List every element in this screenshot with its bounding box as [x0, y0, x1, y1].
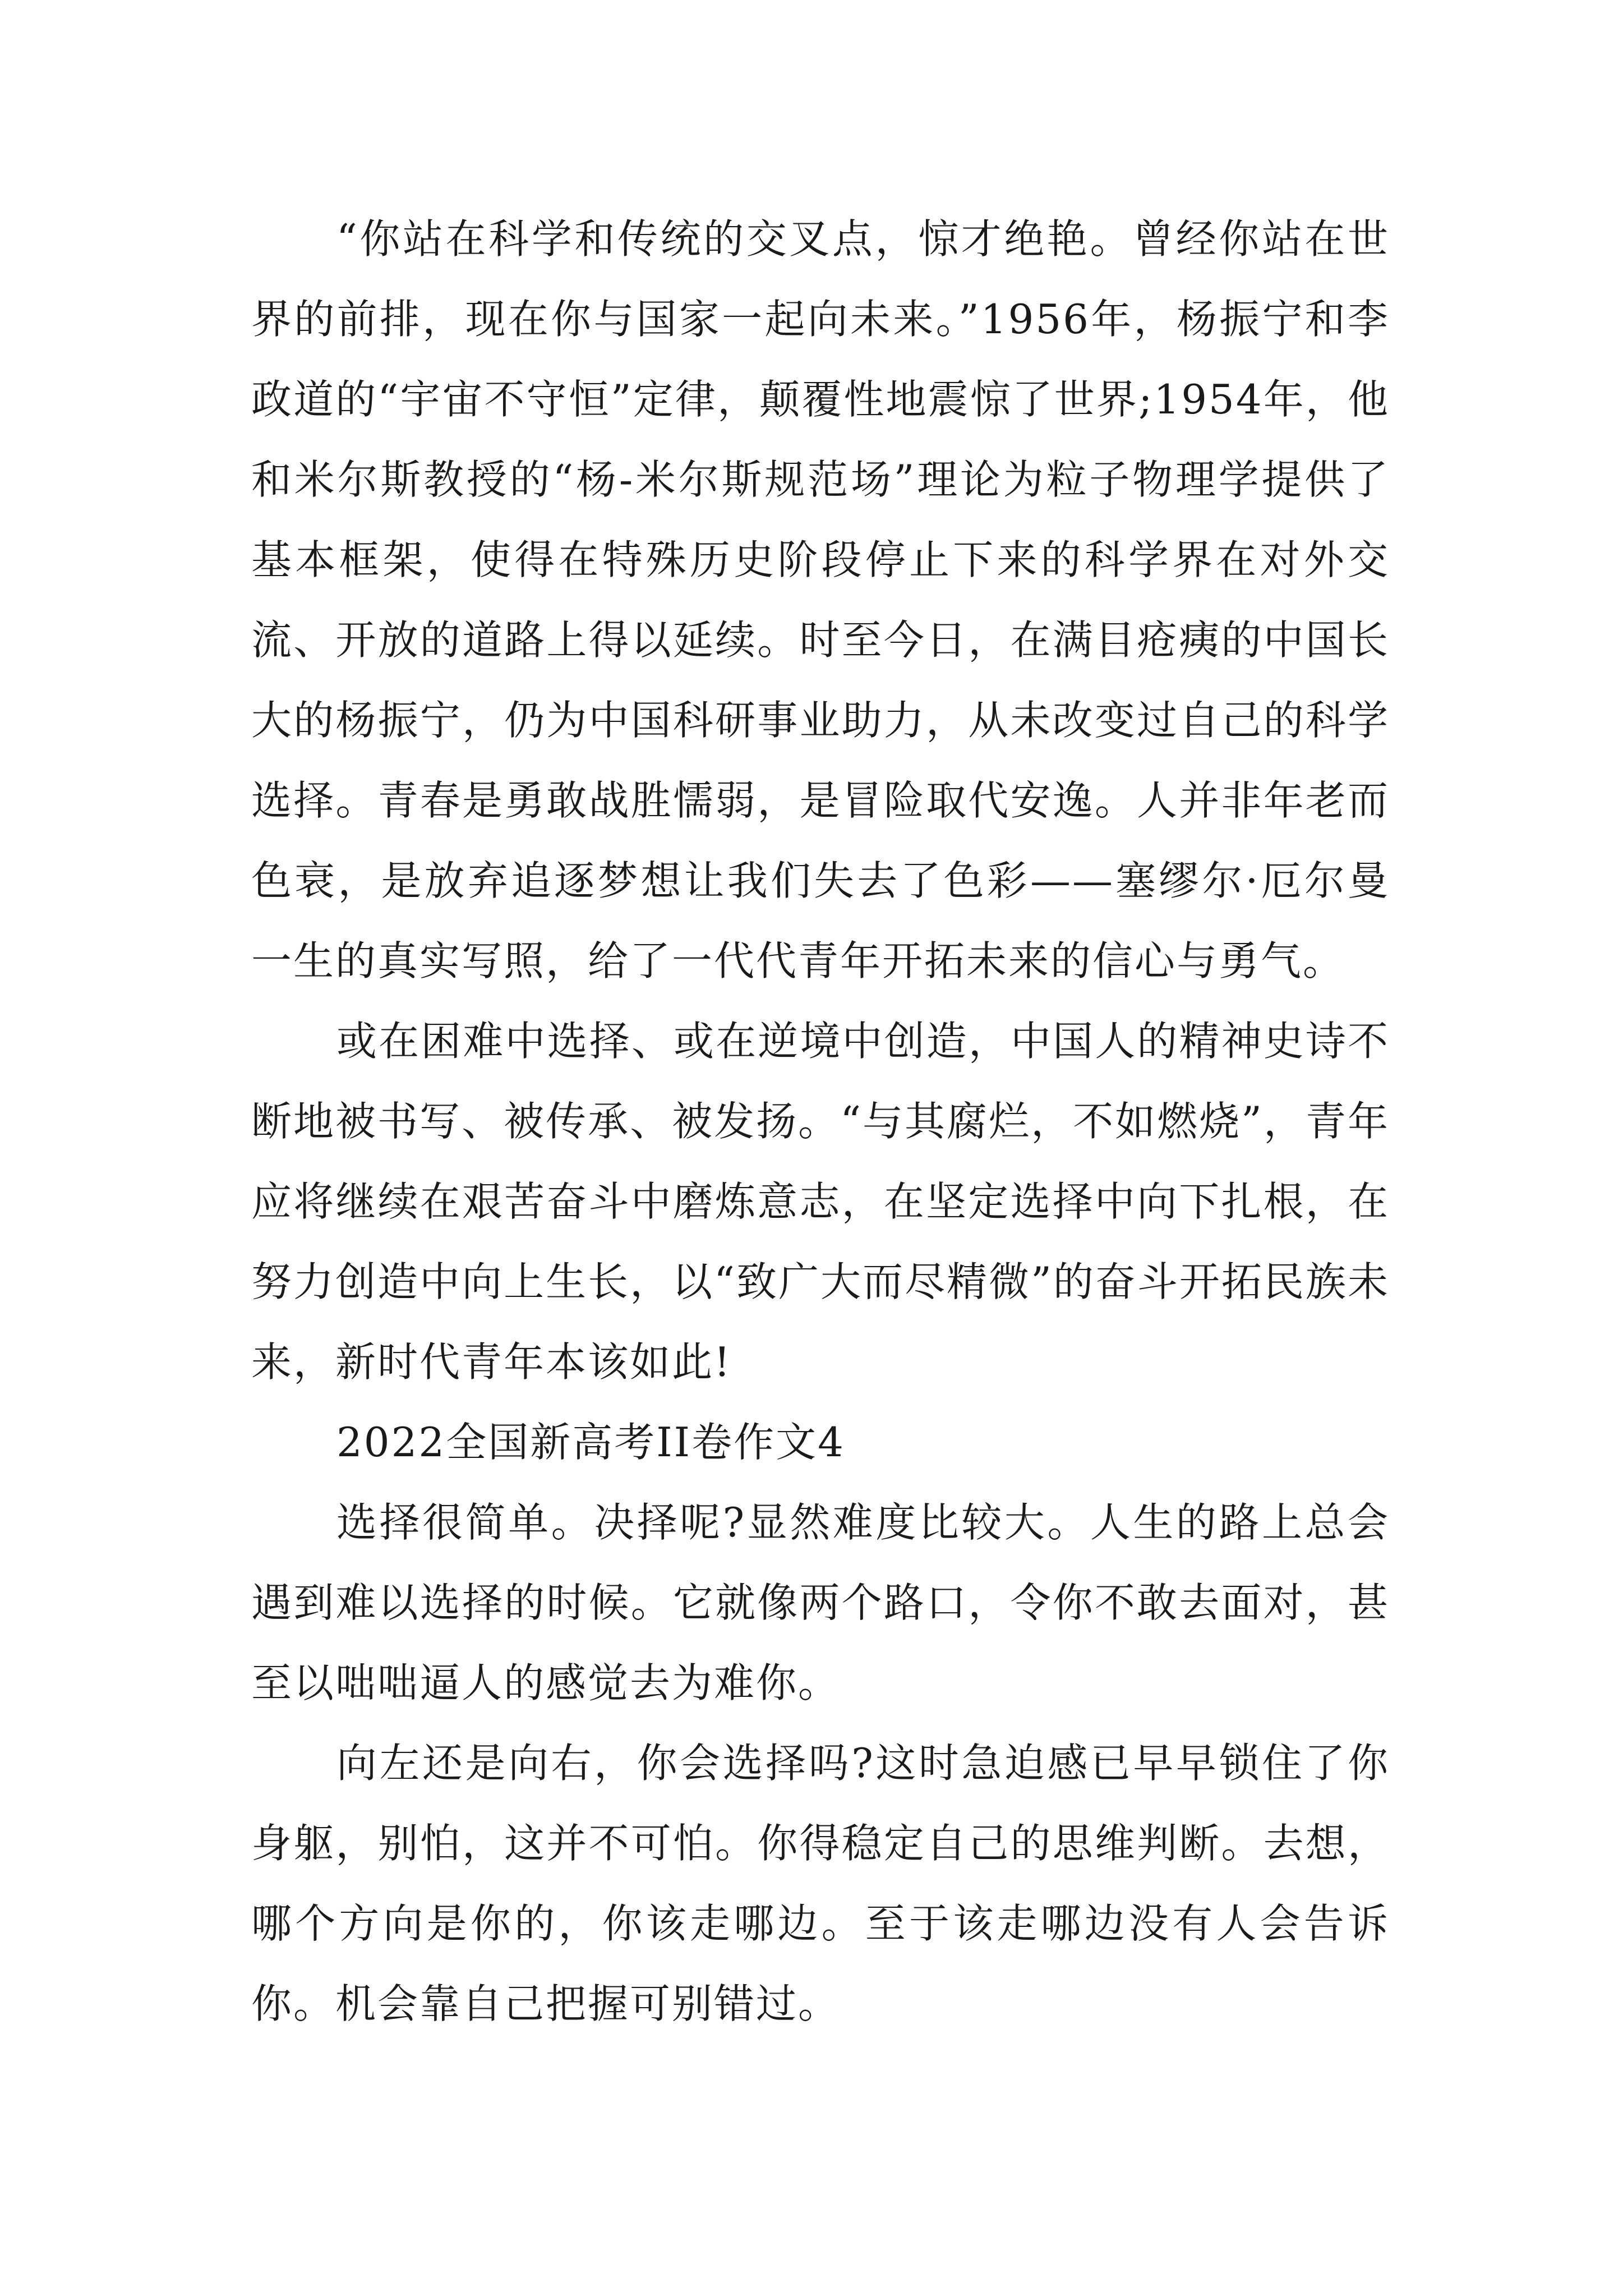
paragraph-yang-zhenning: “你站在科学和传统的交叉点，惊才绝艳。曾经你站在世界的前排，现在你与国家一起向未来。”1956年，杨振宁和李政道的“宇宙不守恒”定律，颠覆性地震惊了世界;1954年，他和米尔斯教授的“杨-米尔斯规范场”理论为粒子物理学提供了基本框架，使得在特殊历史阶段停止下来的科学界在对外交流、开放的道路上得以延续。时至今日，在满目疮痍的中国长大的杨振宁，仍为中国科研事业助力，从未改变过自己的科学选择。青春是勇敢战胜懦弱，是冒险取代安逸。人并非年老而色衰，是放弃追逐梦想让我们失去了色彩——塞缪尔·厄尔曼一生的真实写照，给了一代代青年开拓未来的信心与勇气。	[251, 215, 1390, 984]
document-body	[251, 199, 1390, 2044]
paragraph-left-or-right: 向左还是向右，你会选择吗?这时急迫感已早早锁住了你身躯，别怕，这并不可怕。你得稳定自己的思维判断。去想，哪个方向是你的，你该走哪边。至于该走哪边没有人会告诉你。机会靠自己把握可别错过。	[251, 1740, 1390, 2027]
paragraph-choice-simple: 选择很简单。决择呢?显然难度比较大。人生的路上总会遇到难以选择的时候。它就像两个路口，令你不敢去面对，甚至以咄咄逼人的感觉去为难你。	[251, 1499, 1390, 1706]
section-title: 2022全国新高考II卷作文4	[336, 1419, 845, 1466]
paragraph-chinese-spirit: 或在困难中选择、或在逆境中创造，中国人的精神史诗不断地被书写、被传承、被发扬。“与其腐烂，不如燃烧”，青年应将继续在艰苦奋斗中磨炼意志，在坚定选择中向下扎根，在努力创造中向上生长，以“致广大而尽精微”的奋斗开拓民族未来，新时代青年本该如此!	[251, 1018, 1390, 1386]
